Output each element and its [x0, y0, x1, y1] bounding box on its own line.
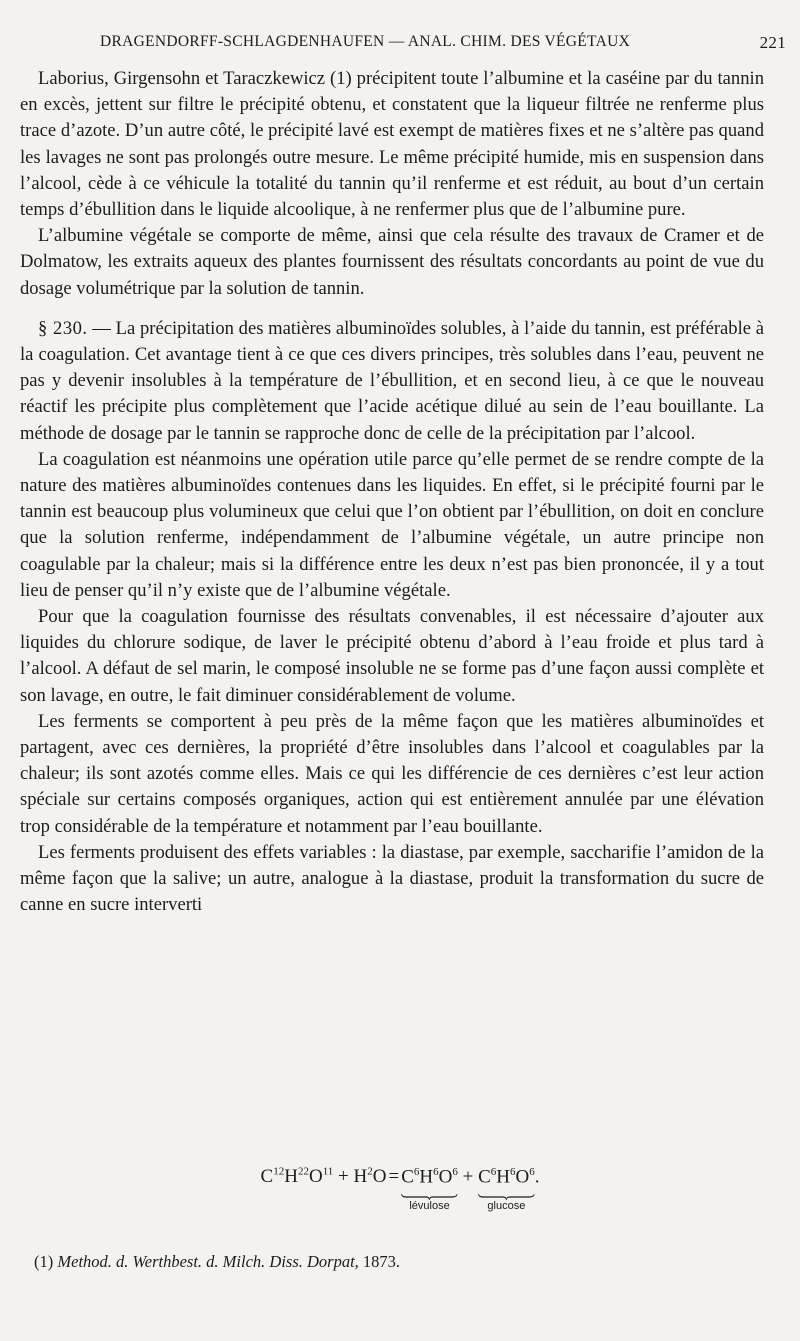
paragraph-albumine-vegetale: L’albumine végétale se comporte de même, ainsi que cela résulte des travaux de Cramer et de Dolmatow, les extraits aqueux des plantes fournissent des résultats concordants au point de vue du dosage volumétrique par la solution de tannin. [20, 225, 764, 299]
footnote-mark: (1) [34, 1252, 54, 1271]
glucose-label: glucose [487, 1200, 526, 1212]
paragraph-ferments: Les ferments se comportent à peu près de la même façon que les matières albuminoïdes et partagent, avec ces dernières, la propriété d’être insolubles dans l’alcool et coagulables par la chaleur; ils sont azotés comme elles. Mais ce qui les différencie de ces dernières c’est leur action spéciale sur certains composés organiques, action qui est entièrement annulée par une élévation trop considérable de la température et notamment par l’eau bouillante. [20, 710, 764, 837]
paragraph-coagulation: La coagulation est néanmoins une opération utile parce qu’elle permet de se rendre compte de la nature des matières albuminoïdes contenues dans les liquides. En effet, si le précipité fourni par le tannin est beaucoup plus volumineux que celui que l’on obtient par l’ébullition, on doit en conclure que la solution renferme, indépendamment de l’albumine végétale, un autre principe non coagulable par la chaleur; mais si la différence entre les deux n’est pas bien prononcée, il y a tout lieu de penser qu’il n’y existe que de l’albumine végétale. [20, 448, 764, 601]
paragraph-laborius: Laborius, Girgensohn et Taraczkewicz (1) précipitent toute l’albumine et la caséine par du tannin en excès, jettent sur filtre le précipité obtenu, et constatent que la liqueur filtrée ne renferme plus trace d’azote. D’un autre côté, le précipité lavé est exempt de matières fixes et ne s’altère pas quand les lavages ne sont pas prolongés outre mesure. Le même précipité humide, mis en suspension dans l’alcool, cède à ce véhicule la totalité du tannin qu’il renferme et est réduit, au bout d’un certain temps d’ébullition dans le liquide alcoolique, à ne renfermer plus que de l’albumine pure. [20, 68, 764, 221]
paragraph-diastase: Les ferments produisent des effets variables : la diastase, par exemple, saccharifie l’amidon de la même façon que la salive; un autre, analogue à la diastase, produit la transformation du sucre de canne en sucre interverti [20, 841, 764, 916]
equals-sign: = [388, 1166, 400, 1188]
body-text [20, 66, 764, 919]
plus-sign: + [462, 1166, 474, 1188]
running-title: DRAGENDORFF-SCHLAGDENHAUFEN — ANAL. CHIM. DES VÉGÉTAUX [100, 33, 631, 50]
section-text: La précipitation des matières albuminoïdes solubles, à l’aide du tannin, est préférable à la coagulation. Cet avantage tient à ce que ces divers principes, très solubles dans l’eau, peuvent ne pas y devenir insolubles à la température de l’ébullition, et en second lieu, à ce que le nouveau réactif les précipite plus complètement que l’acide acétique dilué au sein de l’eau bouillante. La méthode de dosage par le tannin se rapproche donc de celle de la précipitation par l’alcool. [20, 317, 764, 444]
page-number: 221 [759, 33, 786, 52]
paragraph-section-230 [20, 316, 764, 447]
section-dash: — [92, 317, 111, 339]
levulose-label: lévulose [409, 1200, 450, 1212]
footnote [34, 1252, 774, 1272]
equation-period: . [534, 1166, 540, 1188]
chemical-equation [0, 1166, 800, 1212]
glucose-term: $C^6H^6O^6$ glucose [478, 1166, 535, 1212]
paragraph-chlorure: Pour que la coagulation fournisse des résultats convenables, il est nécessaire d’ajouter aux liquides du chlorure sodique, de laver le précipité obtenu d’abord à l’eau froide et plus tard à l’alcool. A défaut de sel marin, le composé insoluble ne se forme pas d’une façon aussi complète et son lavage, en outre, le fait diminuer considérablement de volume. [20, 606, 764, 706]
equation-lhs: $C^{12}H^{22}O^{11} + H^2O$ [260, 1166, 387, 1188]
levulose-term: $C^6H^6O^6$ lévulose [401, 1166, 458, 1212]
footnote-reference: Method. d. Werthbest. d. Milch. Diss. Dorpat, [57, 1252, 359, 1271]
footnote-year: 1873. [362, 1252, 401, 1271]
section-number: § 230. [38, 317, 88, 339]
